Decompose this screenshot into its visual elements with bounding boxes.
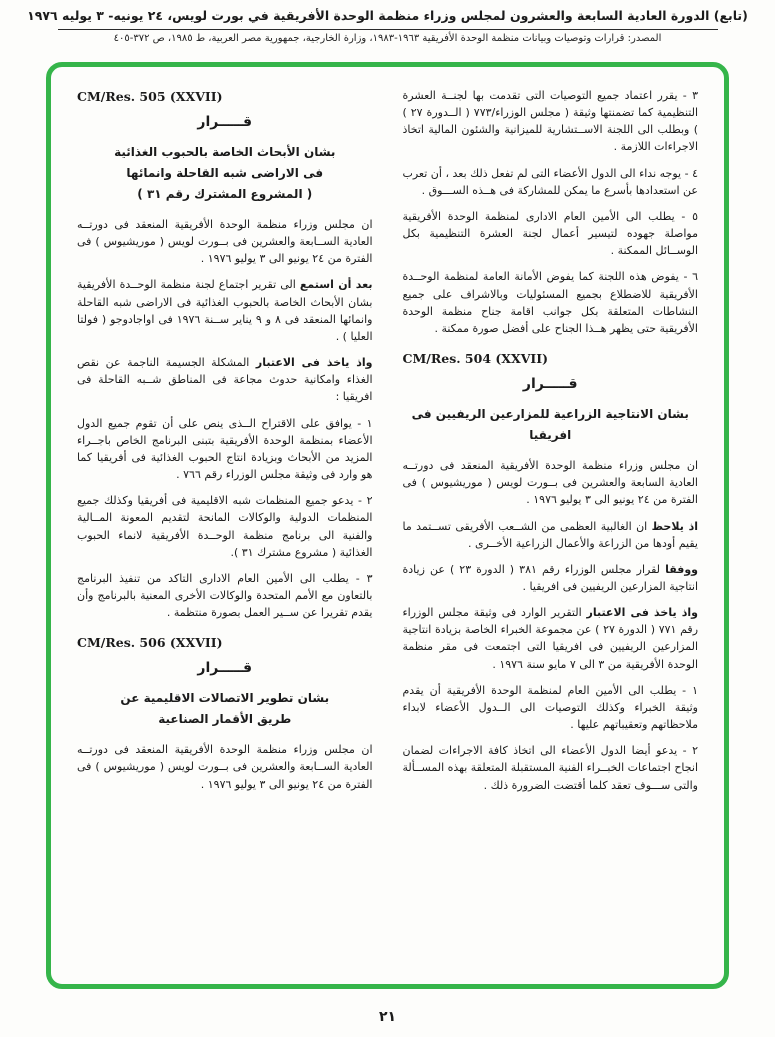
resolution-paragraph (77, 741, 373, 792)
resolution-paragraph (403, 165, 699, 199)
page-number: ٢١ (378, 1009, 397, 1025)
paragraph-text: ٤ - يوجه نداء الى الدول الأعضاء التى لم تفعل ذلك بعد ، أن تعرب عن استعدادها بأسرع ما يمكن للمشاركة فى هــذه الســـوق . (402, 166, 698, 197)
resolution-paragraph (77, 276, 373, 345)
paragraph-lead: ووفقا (665, 562, 698, 576)
resolution-subtitle-block (403, 404, 699, 446)
resolution-title: قـــــرار (197, 660, 253, 677)
highlight-border-box (46, 62, 729, 989)
document-header (0, 0, 775, 44)
header-title: (تابع) الدورة العادية السابعة والعشرون لمجلس وزراء منظمة الوحدة الأفريقية في بورت لويس، ٢٤ يونيه- ٣ يوليه ١٩٧٦ (27, 8, 748, 23)
header-source-line: المصدر: قرارات وتوصيات وبيانات منظمة الوحدة الأفريقية ١٩٦٣-١٩٨٣، وزارة الخارجية، جمهورية مصر العربية، ط ١٩٨٥، ص ٣٧٢-٤٠٥ (113, 32, 662, 44)
paragraph-lead: بعد أن استمع (299, 278, 373, 292)
resolution-code: CM/Res. 506 (XXVII) (77, 635, 223, 651)
resolution-paragraph (77, 415, 373, 484)
header-divider (58, 29, 718, 30)
paragraph-text: ان مجلس وزراء منظمة الوحدة الأفريقية المنعقد فى دورتــه العادية السابعة والعشرين فى بــورت لويس ( موريشيوس ) فى الفترة من ٢٤ يونيو الى ٣ يوليو ١٩٧٦ . (402, 459, 698, 507)
paragraph-text: ان مجلس وزراء منظمة الوحدة الأفريقية المنعقد فى دورتــه العادية الســابعة والعشرين فى بــورت لويس ( موريشيوس ) فى الفترة من ٢٤ يونيو الى ٣ يوليو ١٩٧٦ . (77, 743, 373, 791)
resolution-paragraph (403, 561, 699, 595)
paragraph-text: ان مجلس وزراء منظمة الوحدة الأفريقية المنعقد فى دورتــه العادية الســابعة والعشرين فى بــورت لويس ( موريشيوس ) فى الفترة من ٢٤ يونيو الى ٣ يوليو ١٩٧٦ . (77, 218, 373, 266)
paragraph-text: الى تقرير اجتماع لجنة منظمة الوحــدة الأفريقية بشان الأبحاث الخاصة بالحبوب الغذائية فى الاراضى شبه القاحلة وانمائها المنعقد فى ٨ و ٩ يناير ســنة ١٩٧٦ فى اواجادوجو ( فولتا العليا ) . (77, 278, 373, 343)
resolution-subtitle: طريق الأقمار الصناعية (158, 712, 292, 727)
resolution-subtitle: بشان الأبحاث الخاصة بالحبوب الغذائية (114, 145, 336, 159)
resolution-subtitle-block (77, 142, 373, 205)
resolution-code: CM/Res. 504 (XXVII) (402, 351, 548, 367)
resolution-paragraph (77, 354, 373, 405)
resolution-subtitle: ( المشروع المشترك رقم ٣١ ) (137, 187, 313, 201)
resolution-subtitle: بشان الانتاجية الزراعية للمزارعين الريفيين فى افريقيا (411, 407, 689, 443)
resolution-paragraph (403, 682, 699, 733)
paragraph-text: ٦ - يفوض هذه اللجنة كما يفوض الأمانة العامة لمنظمة الوحــدة الأفريقية للاضطلاع بجميع المسئوليات وبالاشراف على جميع النشاطات المتعلقة بكل جوانب اقامة جناح منظمة الوحدة الأفريقية حتى يظهر هــذا الجناح على أفضل صورة ممكنة . (402, 270, 698, 335)
paragraph-text: ٣ - يقرر اعتماد جميع التوصيات التى تقدمت بها لجنــة العشرة التنظيمية كما تضمنتها وثيقة ( مجلس الوزراء/٧٧٣ ( الــدورة ٢٧ ) ) وبطلب الى اللجنة الاســتشارية للميزانية والشئون المالية اتخاذ الاجراءات اللازمة . (402, 89, 699, 154)
resolution-paragraph (77, 570, 373, 621)
paragraph-text: لقرار مجلس الوزراء رقم ٣٨١ ( الدورة ٢٣ ) عن زيادة انتاجية المزارعين الريفيين فى افريقيا . (402, 562, 698, 593)
resolution-paragraph (403, 87, 699, 156)
resolution-paragraph (77, 216, 373, 267)
paragraph-text: ٣ - يطلب الى الأمين العام الادارى التاكد من تنفيذ البرنامج بالتعاون مع الأمم المتحدة والوكالات الأخرى المعنية بالبرنامج وأن يقدم تقريرا عن ســير العمل بصورة منتظمة . (77, 571, 373, 620)
paragraph-text: التقرير الوارد فى وثيقة مجلس الوزراء رقم ٧٧١ ( الدورة ٢٧ ) عن مجموعة الخبراء الخاصة بزيادة انتاجية المزارعين الريفيين فى افريقيا التى اجتمعت فى مقر منظمة الوحدة الأفريقية من ٣ الى ٧ مايو سنة ١٩٧٦ . (402, 606, 698, 671)
resolution-title: قـــــرار (197, 114, 253, 130)
column-left (77, 87, 373, 976)
resolution-paragraph (403, 742, 699, 793)
paragraph-lead: اذ يلاحظ (651, 519, 698, 533)
resolution-paragraph (403, 208, 699, 259)
paragraph-text: ان الغالبية العظمى من الشــعب الأفريقى تســتمد ما يقيم أودها من الزراعة والأعمال الزراعية الأخــرى . (402, 519, 698, 550)
resolution-subtitle: فى الاراضى شبه القاحلة وانمائها (126, 166, 324, 180)
paragraph-text: ٢ - يدعو أيضا الدول الأعضاء الى اتخاذ كافة الاجراءات لضمان انجاح اجتماعات الخبــراء الفنية المستقبلة المتعلقة بهذه المســألة والتى ســـوف تعقد كلما أقتضت الضرورة ذلك . (402, 744, 698, 792)
resolution-paragraph (403, 268, 699, 337)
page-footer (0, 1006, 775, 1025)
paragraph-text: المشكلة الجسيمة الناجمة عن نقص الغذاء وامكانية حدوث مجاعة فى المناطق شــبه القاحلة فى افريقيا : (77, 356, 373, 404)
paragraph-text: ٥ - يطلب الى الأمين العام الادارى لمنظمة الوحدة الأفريقية مواصلة جهوده لتيسير أعمال لجنة العشرة التنظيمية بكل الوســائل الممكنة . (402, 209, 698, 258)
paragraph-lead: واذ ياخذ فى الاعتبار (586, 606, 698, 620)
resolution-paragraph (403, 457, 699, 508)
resolution-paragraph (403, 604, 699, 673)
paragraph-text: ١ - يوافق على الاقتراح الــذى ينص على أن تقوم جميع الدول الأعضاء بمنظمة الوحدة الأفريقية بتبنى البرنامج الخاص باجــراء المزيد من الأبحاث وبزيادة انتاج الحبوب الغذائية فى أفريقيا كما هو وارد فى وثيقة مجلس الوزراء رقم ٧٦٦ . (77, 416, 373, 482)
resolution-paragraph (403, 518, 699, 552)
paragraph-lead: واذ ياخذ فى الاعتبار (255, 356, 373, 370)
resolution-paragraph (77, 492, 373, 561)
paragraph-text: ٢ - يدعو جميع المنظمات شبه الاقليمية فى أفريقيا وكذلك جميع المنظمات الدولية والوكالات المانحة لتقديم المعونة المــالية والفنية الى برنامج منظمة الوحــدة الأفريقية لانماء الحبوب الغذائية ( مشروع مشترك ٣١ ). (77, 494, 373, 559)
resolution-subtitle: بشان تطوير الاتصالات الاقليمية عن (120, 691, 330, 706)
resolution-code: CM/Res. 505 (XXVII) (77, 89, 223, 104)
paragraph-text: ١ - يطلب الى الأمين العام لمنظمة الوحدة الأفريقية أن يقدم وثيقة الخبراء وكذلك التوصيات الى الــدول الأعضاء لابداء ملاحظاتهم وتعقيباتهم عليها . (402, 683, 698, 732)
column-right (403, 87, 699, 976)
resolution-subtitle-block (77, 688, 373, 730)
resolution-title: قـــــرار (522, 376, 578, 393)
